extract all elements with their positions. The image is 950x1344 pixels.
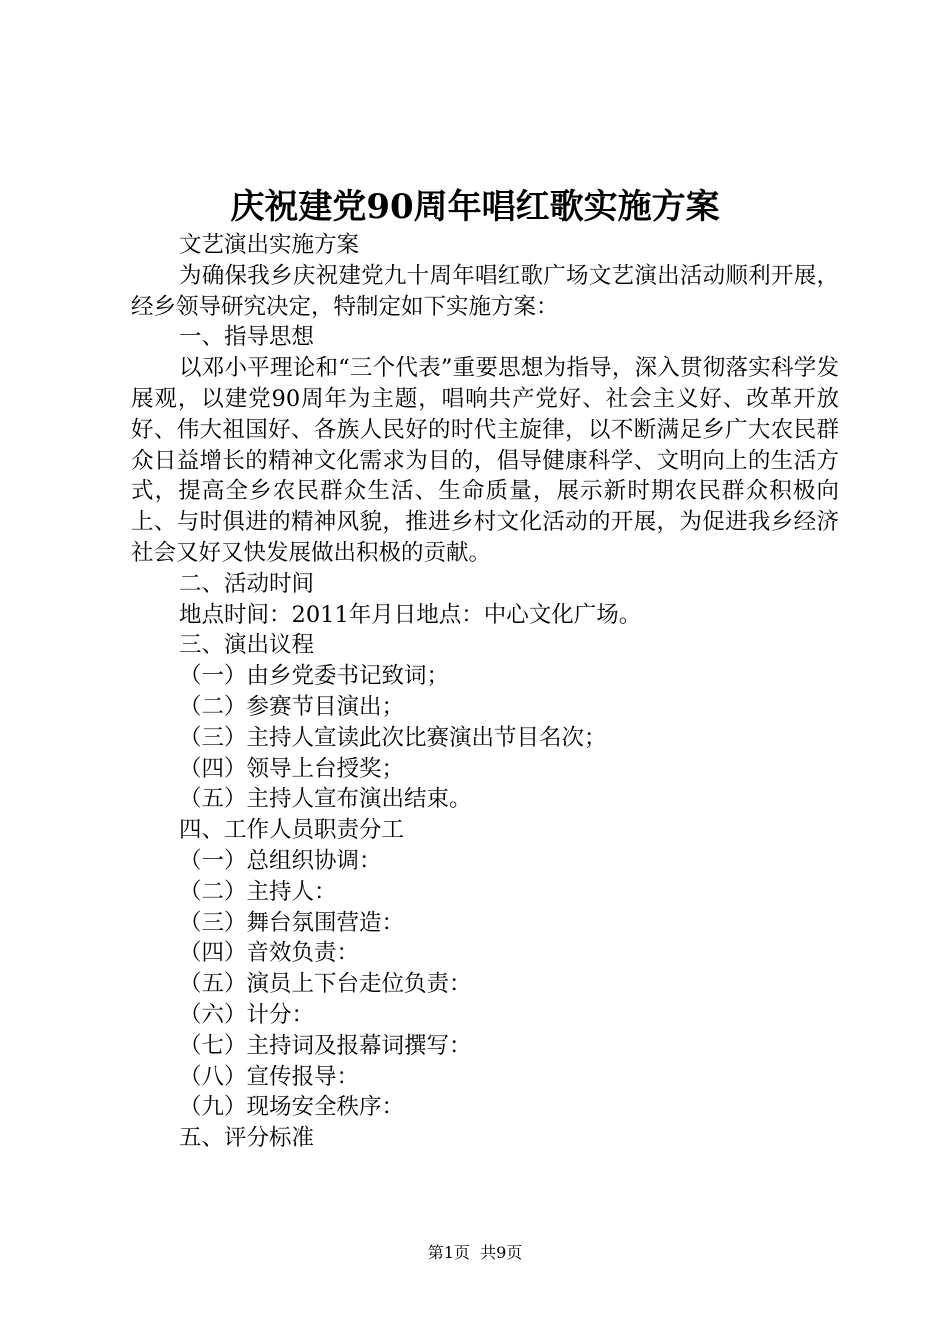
- section-heading: 三、演出议程: [179, 632, 315, 659]
- paragraph: 地点时间：2011年月日地点：中心文化广场。: [179, 601, 642, 628]
- list-item: （七）主持词及报幕词撰写：: [179, 1032, 472, 1059]
- document-body: [131, 230, 839, 1154]
- paragraph: 以邓小平理论和“三个代表”重要思想为指导，深入贯彻落实科学发展观，以建党90周年为主题，唱响共产党好、社会主义好、改革开放好、伟大祖国好、各族人民好的时代主旋律，以不断满足乡广大农民群众日益增长的精神文化需求为目的，倡导健康科学、文明向上的生活方式，提高全乡农民群众生活、生命质量，展示新时期农民群众积极向上、与时俱进的精神风貌，推进乡村文化活动的开展，为促进我乡经济社会又好又快发展做出积极的贡献。: [131, 355, 839, 566]
- list-item: （五）主持人宣布演出结束。: [179, 786, 472, 813]
- paragraph: 文艺演出实施方案: [179, 232, 360, 258]
- list-item: （四）音效负责：: [179, 940, 360, 967]
- section-heading: 五、评分标准: [179, 1125, 315, 1152]
- list-item: （六）计分：: [179, 1001, 315, 1028]
- section-heading: 一、指导思想: [179, 324, 315, 351]
- page-footer: 第1页 共9页: [427, 1243, 523, 1262]
- list-item: （二）参赛节目演出；: [179, 693, 405, 720]
- list-item: （九）现场安全秩序：: [179, 1094, 405, 1121]
- list-item: （八）宣传报导：: [179, 1063, 360, 1090]
- section-heading: 二、活动时间: [179, 570, 315, 597]
- list-item: （二）主持人：: [179, 878, 337, 905]
- section-heading: 四、工作人员职责分工: [179, 817, 405, 844]
- list-item: （三）主持人宣读此次比赛演出节目名次；: [179, 724, 607, 751]
- list-item: （四）领导上台授奖；: [179, 755, 405, 782]
- list-item: （一）总组织协调：: [179, 847, 382, 874]
- list-item: （五）演员上下台走位负责：: [179, 971, 472, 998]
- paragraph: 为确保我乡庆祝建党九十周年唱红歌广场文艺演出活动顺利开展，经乡领导研究决定，特制定如下实施方案：: [131, 262, 839, 320]
- list-item: （一）由乡党委书记致词；: [179, 663, 450, 690]
- list-item: （三）舞台氛围营造：: [179, 909, 405, 936]
- document-title: 庆祝建党90周年唱红歌实施方案: [230, 187, 720, 227]
